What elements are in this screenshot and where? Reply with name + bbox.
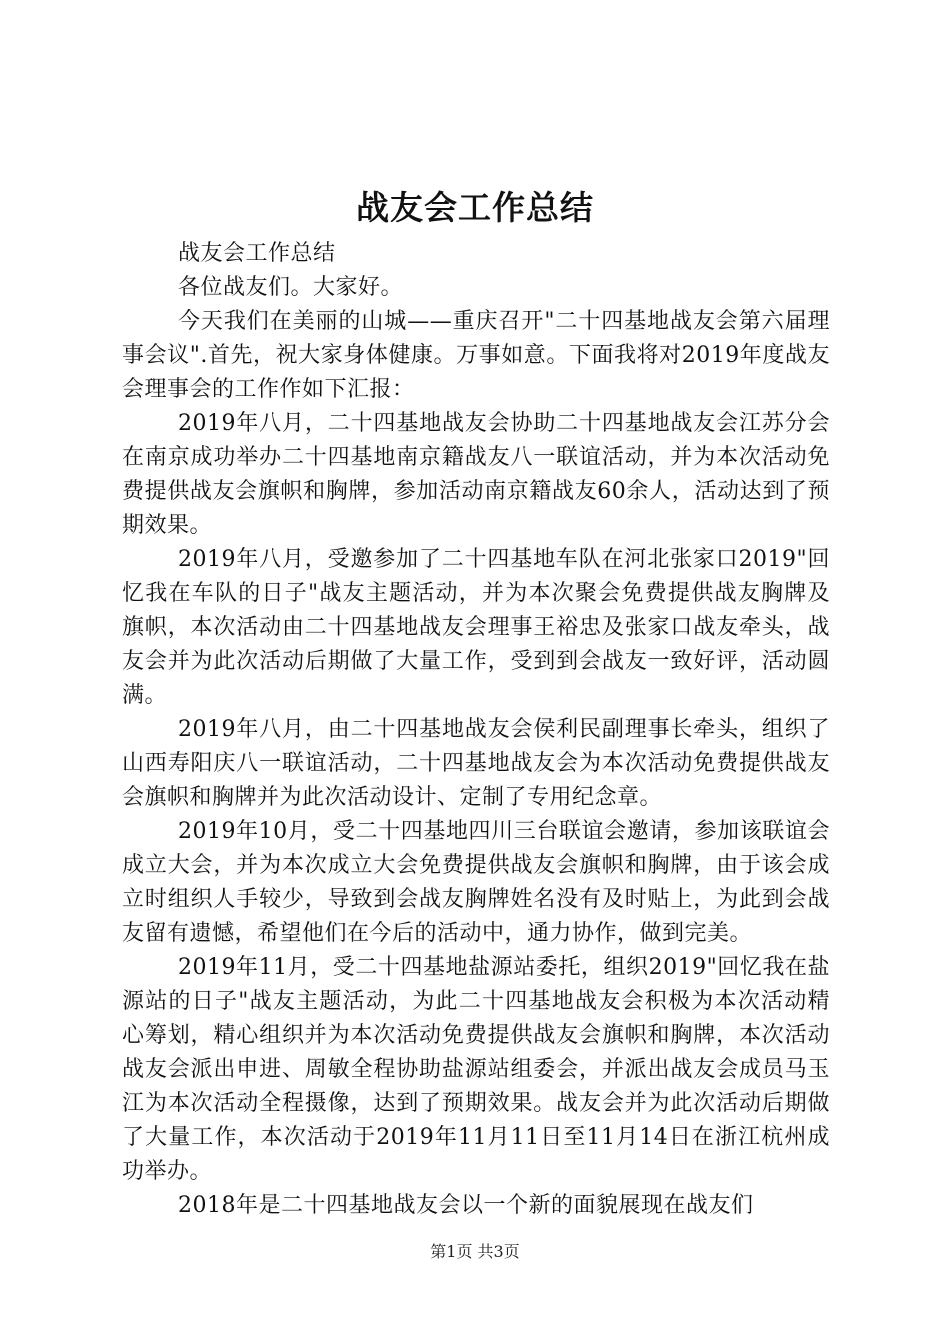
document-title: 战友会工作总结 — [356, 188, 594, 227]
document-body — [122, 237, 830, 1223]
paragraph-greeting: 各位战友们。大家好。 — [178, 275, 404, 300]
paragraph-intro: 今天我们在美丽的山城——重庆召开"二十四基地战友会第六届理事会议".首先，祝大家身体健康。万事如意。下面我将对2019年度战友会理事会的工作作如下汇报： — [122, 309, 830, 402]
paragraph-santai-event: 2019年10月，受二十四基地四川三台联谊会邀请，参加该联谊会成立大会，并为本次成立大会免费提供战友会旗帜和胸牌，由于该会成立时组织人手较少，导致到会战友胸牌姓名没有及时贴上，为此到会战友留有遗憾，希望他们在今后的活动中，通力协作，做到完美。 — [122, 819, 830, 946]
page-footer: 第1页 共3页 — [430, 1242, 520, 1261]
paragraph-yanyuan-event: 2019年11月，受二十四基地盐源站委托，组织2019"回忆我在盐源站的日子"战友主题活动，为此二十四基地战友会积极为本次活动精心筹划，精心组织并为本次活动免费提供战友会旗帜和胸牌，本次活动战友会派出申进、周敏全程协助盐源站组委会，并派出战友会成员马玉江为本次活动全程摄像，达到了预期效果。战友会并为此次活动后期做了大量工作，本次活动于2019年11月11日至11月14日在浙江杭州成功举办。 — [122, 955, 830, 1184]
paragraph-subtitle: 战友会工作总结 — [178, 241, 336, 266]
paragraph-nanjing-event: 2019年八月，二十四基地战友会协助二十四基地战友会江苏分会在南京成功举办二十四基地南京籍战友八一联谊活动，并为本次活动免费提供战友会旗帜和胸牌，参加活动南京籍战友60余人，活动达到了预期效果。 — [122, 411, 830, 538]
paragraph-shanxi-event: 2019年八月，由二十四基地战友会侯利民副理事长牵头，组织了山西寿阳庆八一联谊活动，二十四基地战友会为本次活动免费提供战友会旗帜和胸牌并为此次活动设计、定制了专用纪念章。 — [122, 717, 830, 810]
paragraph-2018-summary: 2018年是二十四基地战友会以一个新的面貌展现在战友们 — [178, 1193, 754, 1218]
paragraph-zhangjiakou-event: 2019年八月，受邀参加了二十四基地车队在河北张家口2019"回忆我在车队的日子"战友主题活动，并为本次聚会免费提供战友胸牌及旗帜，本次活动由二十四基地战友会理事王裕忠及张家口战友牵头，战友会并为此次活动后期做了大量工作，受到到会战友一致好评，活动圆满。 — [122, 547, 830, 708]
